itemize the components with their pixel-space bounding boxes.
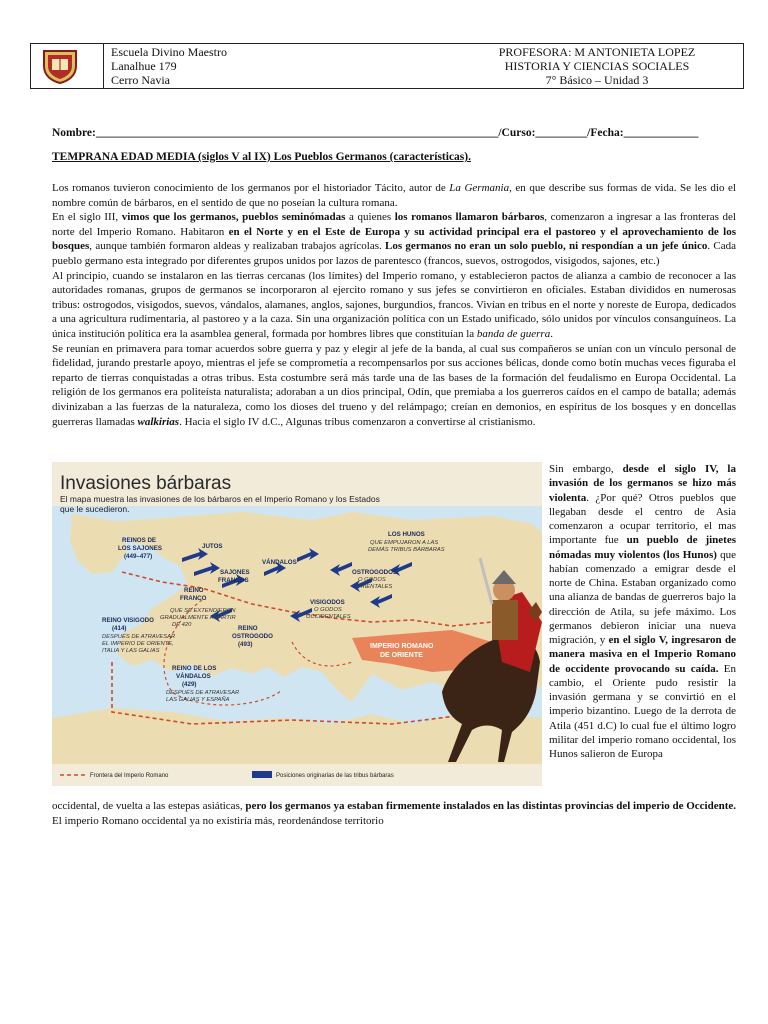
teacher-name: PROFESORA: M ANTONIETA LOPEZ <box>498 45 696 59</box>
label-ostrogodo-1: REINO <box>238 625 258 632</box>
main-text <box>52 181 736 429</box>
school-info <box>111 45 227 87</box>
label-ostrogodos-3: ORIENTALES <box>356 584 393 590</box>
subject-name: HISTORIA Y CIENCIAS SOCIALES <box>504 59 690 73</box>
label-vandalo-1: REINO DE LOS <box>172 665 217 672</box>
paragraph-2: En el siglo III, vimos que los germanos, pueblos seminómadas a quienes los romanos llamaron bárbaros, comenzaron a ingresar a las fronteras del norte del Imperio Romano. Habitaron en el Norte y en el Este de Europa y su actividad principal era el pastoreo y el aprovechamiento de los bosques, aunque también formaron aldeas y realizaban trabajos agrícolas. Los germanos no eran un solo pueblo, ni respondían a un jefe único. Cada pueblo germano esta integrado por diferentes grupos unidos por lazos de parentesco (francos, suevos, ostrogodos, visigodos, sajones, etc.) <box>52 211 737 267</box>
header-box <box>30 43 744 89</box>
label-oriente-1: IMPERIO ROMANO <box>370 643 434 650</box>
label-hunos-2: QUE EMPUJARON A LAS <box>370 540 439 546</box>
school-name: Escuela Divino Maestro <box>111 45 227 59</box>
label-hunos-3: DEMÁS TRIBUS BÁRBARAS <box>368 547 445 553</box>
label-vandalo-5: LAS GALIAS Y ESPAÑA <box>166 697 230 703</box>
label-vandalos: VÁNDALOS <box>262 559 297 566</box>
bottom-paragraph: occidental, de vuelta a las estepas asiáticas, pero los germanos ya estaban firmemente instalados en las distintas provincias del imperio de Occidente. El imperio Romano occidental ya no existiría más, reordenándose territorio <box>52 800 736 827</box>
grade-unit: 7° Básico – Unidad 3 <box>545 73 649 87</box>
label-jutos: JUTOS <box>202 543 223 550</box>
label-franco-note-1: QUE SE EXTENDIERON <box>170 608 236 614</box>
paragraph-3: Al principio, cuando se instalaron en las tierras cercanas (los límites) del Imperio romano, y establecieron pactos de alianza a cambio de reconocer a las autoridades romanas, grupos de germanos se incorporaron al ejercito romano y sus jefes se convirtieron en oficiales. Estaban divididos en numerosas tribus: ostrogodos, visigodos, suevos, vándalos, alamanes, anglos, sajones, burgundios, francos. Vivían en tribus en el norte y noreste de Europa, dedicados a una agricultura rudimentaria, al pastoreo y a la caza. Sin una organización política con un Estado unificado, sólo unidos por vínculos consanguíneos. La única institución política era la asamblea general, formada por hombres libres que constituían la banda de guerra. <box>52 269 736 340</box>
label-visigodos-3: OCCIDENTALES <box>306 614 351 620</box>
label-ostrogodos-1: OSTROGODOS <box>352 569 398 576</box>
legend-tribes-label: Posiciones originarias de las tribus bárbaras <box>276 773 394 779</box>
legend-frontier-label: Frontera del Imperio Romano <box>90 773 169 779</box>
label-visigodo-3: DESPUÉS DE ATRAVESAR <box>102 634 176 640</box>
label-visigodo-1: REINO VISIGODO <box>102 617 154 624</box>
label-vandalo-2: VÁNDALOS <box>176 673 211 680</box>
barbarian-invasions-map <box>52 462 542 786</box>
label-vandalo-4: DESPUÉS DE ATRAVESAR <box>166 690 240 696</box>
label-sajones-francos-1: SAJONES <box>220 569 250 576</box>
map-subtitle-1: El mapa muestra las invasiones de los bárbaros en el Imperio Romano y los Estados <box>60 494 380 504</box>
label-visigodo-2: (414) <box>112 625 127 632</box>
label-franco-note-3: DE 420 <box>172 622 192 628</box>
header-divider <box>103 44 104 88</box>
label-hunos-1: LOS HUNOS <box>388 531 425 538</box>
paragraph-1: Los romanos tuvieron conocimiento de los germanos por el historiador Tácito, autor de La Germania, en que describe sus formas de vida. Se les dio el nombre común de bárbaros, en el sentido de que no poseían la cultura romana. <box>52 182 736 209</box>
label-oriente-2: DE ORIENTE <box>380 652 423 659</box>
label-franco-note-2: GRADUALMENTE A PARTIR <box>160 615 236 621</box>
label-franco-2: FRANCO <box>180 595 207 602</box>
school-commune: Cerro Navia <box>111 73 170 87</box>
school-crest-logo <box>41 48 79 84</box>
page-title: TEMPRANA EDAD MEDIA (siglos V al IX) Los Pueblos Germanos (características). <box>52 151 471 163</box>
course-info <box>451 45 743 87</box>
label-sajones-1: REINOS DE <box>122 537 157 544</box>
label-franco-1: REINO <box>184 587 204 594</box>
label-ostrogodo-2: OSTROGODO <box>232 633 273 640</box>
label-visigodos-2: O GODOS <box>314 607 342 613</box>
side-column-text: Sin embargo, desde el siglo IV, la invasión de los germanos se hizo más violenta. ¿Por qué? Otros pueblos que llegaban desde el centro de Asia comenzaron a ocupar territorio, el mas importante fue un pueblo de jinetes nómadas muy violentos (los Hunos) que habían comenzado a emigrar desde el norte de China. Estaban organizado como una alianza de bandas de guerreros bajo la dirección de Atila, su jefe máximo. Los germanos debieron iniciar una nueva migración, y en el siglo V, ingresaron de manera masiva en el Imperio Romano de occidente provocando su caída. En cambio, el Oriente pudo resistir la invasión germana y se convirtió en el imperio bizantino. Luego de la derrota de Atila (451 d.C) lo cual fue el último logro militar del imperio romano occidental, los Hunos salieron de Europa <box>549 463 736 760</box>
label-sajones-2: LOS SAJONES <box>118 545 163 552</box>
student-form-line[interactable]: Nombre:______________________________________________________________________/Curso:_________/Fecha:_____________ <box>52 127 699 139</box>
legend-tribes-swatch <box>252 771 272 778</box>
label-visigodos-1: VISIGODOS <box>310 599 345 606</box>
label-vandalo-3: (429) <box>182 681 197 688</box>
label-visigodo-4: EL IMPERIO DE ORIENTE, <box>102 641 174 647</box>
label-visigodo-5: ITALIA Y LAS GALIAS <box>102 648 160 654</box>
school-address: Lanalhue 179 <box>111 59 177 73</box>
paragraph-4: Se reunían en primavera para tomar acuerdos sobre guerra y paz y elegir al jefe de la banda, al cual sus compañeros se unían con un vínculo personal de fidelidad, jurando prestarle apoyo, mientras el jefe se comprometía a recompensarlos por sus acciones bélicas, donde como botín muchas veces figuraba el reparto de tierras conquistadas a otras tribus. Esta costumbre será más tarde una de las bases de la formación del feudalismo en Europa Occidental. La religión de los germanos era politeísta naturalista; adoraban a un dios principal, Odín, que premiaba a los guerreros caídos en el campo de batalla; además divinizaban a las fuerzas de la naturaleza, como los dioses del trueno y del relámpago; creían en demonios, en espíritus de los bosques y en doncellas guerreras llamadas walkirias. Hacia el siglo IV d.C., Algunas tribus comenzaron a convertirse al cristianismo. <box>52 342 736 428</box>
label-sajones-francos-2: FRANCOS <box>218 577 249 584</box>
map-subtitle-2: que le sucedieron. <box>60 504 130 514</box>
map-title: Invasiones bárbaras <box>60 473 232 494</box>
label-ostrogodo-3: (493) <box>238 641 253 648</box>
label-ostrogodos-2: O GODOS <box>358 577 386 583</box>
label-sajones-3: (449–477) <box>124 553 153 560</box>
